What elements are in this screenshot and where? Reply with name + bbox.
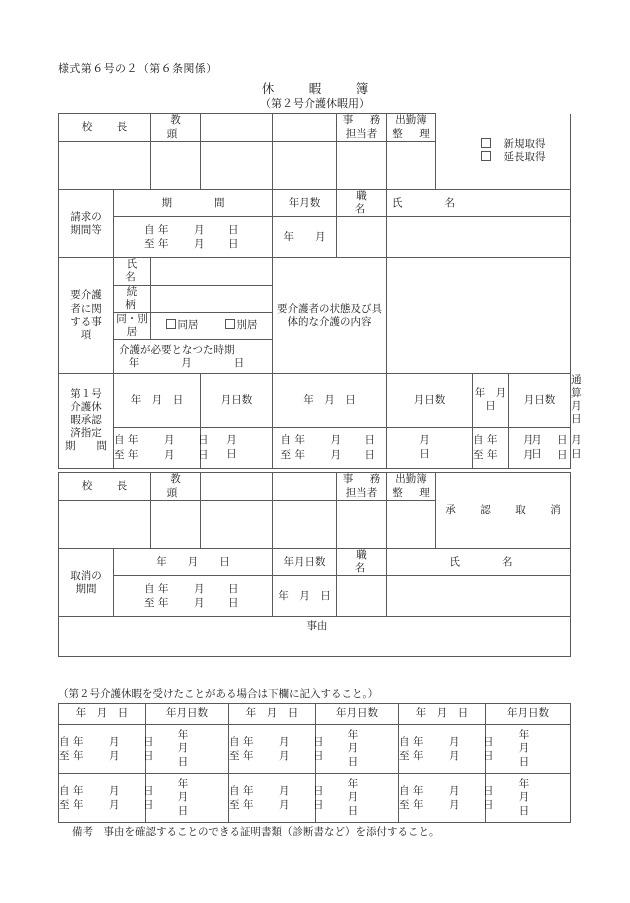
request-period-dates [114,223,272,251]
first-leave-label-line2: 介護休 [70,401,102,414]
h-r2-c3-y: 年 [518,778,530,791]
first-leave-to-1 [114,448,212,462]
cancel-date-header: 年 月 日 [114,549,273,576]
f2-from-marker: 自 [280,434,291,447]
h-r2-c3-m: 月 [518,791,530,804]
care-label-line1: 要介護 [70,289,102,302]
h-r2-e1-to-year: 年 [73,799,84,811]
h-r1-e1-to-day: 日 [143,750,154,762]
f2-to-marker: 至 [280,448,291,461]
h-r1-e1-from-day: 日 [143,735,154,748]
h-r1-e2-from-marker: 自 [229,735,240,748]
cancel-name-header: 氏 名 [387,549,571,576]
c-to-marker: 至 [144,597,155,610]
first-leave-count-header-3: 月日数 [509,374,571,428]
cancel-title-cell: 承 認 取 消 [436,473,571,549]
cancel-period-dates [114,582,272,610]
first-leave-period-3[interactable] [473,427,568,468]
first-leave-row-label [59,374,114,469]
request-duration-header: 年月数 [273,190,337,217]
h-r1-c1-m: 月 [177,742,189,755]
h-r1-e2-to-month: 月 [279,750,290,762]
cell-principal-label: 校 長 [59,114,151,142]
h-r1-c1-d: 日 [177,755,189,768]
h-r1-e3-to-year: 年 [413,750,424,762]
h-r2-e3-to [399,798,497,812]
request-period-row-label [59,190,114,258]
h-r1-e2-to-year: 年 [243,750,254,762]
history-r2-count-2[interactable] [316,774,399,823]
cancel-reason-label: 事由 [306,620,328,633]
history-r1-count-1[interactable] [146,725,229,774]
h-r1-e3-to [399,749,497,763]
first-leave-period-2[interactable] [273,427,387,468]
cancel-label-line2: 期間 [75,582,97,595]
care-condition-label: 要介護者の状態及び具体的な介護の内容 [273,258,387,374]
h-r1-c3-y: 年 [518,729,530,742]
care-name-label: 氏 名 [114,258,151,285]
h-r2-c1-y: 年 [177,778,189,791]
checkbox-extension-acquisition[interactable] [481,151,491,161]
care-label-line2: 者に関 [70,302,102,315]
history-r1-count-2[interactable] [316,725,399,774]
checkbox-living-separately[interactable] [225,319,235,329]
cancel-period-from [144,582,242,596]
h-r1-c3-m: 月 [518,742,530,755]
h-r1-e3-from-month: 月 [449,735,460,748]
cell-blank2-label [273,114,337,142]
cancel-count-header: 年月日数 [273,549,337,576]
first-leave-count-header-2: 月日数 [387,374,473,428]
cancel-period-value-row [59,576,571,617]
care-cohabit-label: 同・別居 [114,312,151,339]
history-r1-period-1[interactable] [59,725,154,774]
cancel-period-header-row [59,549,571,576]
checkbox-row-extension[interactable] [456,151,570,164]
history-header-count-2: 年月日数 [316,704,399,725]
h-r2-e3-to-day: 日 [483,799,494,811]
c-from-month: 月 [194,583,205,596]
history-r2-period-1[interactable] [59,774,154,823]
request-position-header: 職 名 [337,190,387,217]
f3-count-month: 月 [531,434,542,447]
cancel-attendance-line1: 出勤簿 [395,473,427,486]
cancel-label-line1: 取消の [70,569,102,582]
f3-from-marker: 自 [473,434,484,447]
care-cohabit-options [151,312,273,339]
care-name-value[interactable] [151,258,273,285]
h-r2-e1-from-day: 日 [143,784,154,797]
f3-from-day: 日 [557,434,568,447]
h-r2-e2-from-year: 年 [243,784,254,797]
request-period-from [144,223,242,237]
c-to-year: 年 [158,597,169,610]
h-r1-e3-from-marker: 自 [399,735,410,748]
request-duration-value[interactable]: 年 月 [273,217,337,258]
f2-from-month: 月 [330,434,341,447]
approval-header-row [59,114,571,142]
f1-to-month: 月 [164,448,175,461]
attendance-label-line2: 整 理 [392,127,433,140]
f1-to-year: 年 [128,448,139,461]
stamp-box-principal[interactable] [59,142,151,190]
request-name-header-text: 氏 名 [392,196,455,209]
history-r2-period-2[interactable] [229,774,324,823]
cancel-period-value[interactable] [114,576,273,617]
history-r1-period-2[interactable] [229,725,324,774]
f1-to-day: 日 [198,448,209,461]
checkbox-new-acquisition[interactable] [481,138,491,148]
cancel-cell-blank1-label [201,473,273,501]
cancel-reason-row [59,617,571,657]
request-name-header [387,190,571,217]
h-r1-e1-to [59,749,157,763]
first-leave-label-line5: 期 間 [65,440,107,453]
h-r2-c2-y: 年 [347,778,359,791]
h-r1-e1-to-month: 月 [109,750,120,762]
h-r2-e3-to-marker: 至 [399,799,410,811]
h-r1-c3-d: 日 [518,755,530,768]
cancel-stamp-blank2[interactable] [273,501,337,549]
attendance-label-line1: 出勤簿 [395,114,427,127]
first-leave-dates-2 [273,433,386,461]
cancel-cell-attendance-label [387,473,436,501]
h-r2-e2-to-month: 月 [279,799,290,811]
h-r2-e2-from [229,784,327,798]
h-r1-e1-to-marker: 至 [59,750,70,762]
history-header-date-2: 年 月 日 [229,704,316,725]
h-r2-c3-d: 日 [518,804,530,817]
care-label-line4: 項 [80,328,92,341]
h-r2-e2-to-marker: 至 [229,799,240,811]
form-code: 様式第６号の２（第６条関係） [58,62,218,75]
request-name-value[interactable] [387,217,571,258]
cancel-position-value[interactable] [337,576,387,617]
first-leave-header-row: 第１号 介護休 暇承認 済指定 期 間 年 月 日 月日数 年 月 日 月日数 年 月 日 月日数 通算月日 [59,374,571,428]
f2-to-year: 年 [294,448,305,461]
f2-count-day: 日 [419,447,430,460]
h-r2-c1-m: 月 [177,791,189,804]
h-r2-e2-from-day: 日 [313,784,324,797]
footnote-remark: 備考 事由を確認することのできる証明書類（診断書など）を添付すること。 [72,826,440,838]
care-name-row [59,258,571,285]
first-leave-date-header-1: 年 月 日 [114,374,201,428]
care-condition-value[interactable] [387,258,571,374]
first-leave-to-3 [473,448,571,462]
request-value-row [59,217,571,258]
request-label-line1: 請求の [70,210,102,223]
f2-from-day: 日 [364,434,375,447]
request-period-header: 期 間 [114,190,273,217]
cancel-period-to [144,596,242,610]
request-period-to [144,237,242,251]
h-r1-e3-to-day: 日 [483,750,494,762]
h-r1-e2-to [229,749,327,763]
first-leave-from-2 [281,433,379,447]
to-year: 年 [158,238,169,251]
from-month: 月 [194,224,205,237]
care-recipient-row-label [59,258,114,374]
request-position-value[interactable] [337,217,387,258]
main-form-table [58,113,582,469]
cohabit-option-separate[interactable] [225,319,258,332]
h-r1-e1-to-year: 年 [73,750,84,762]
c-to-day: 日 [228,597,239,610]
h-r2-e3-from-year: 年 [413,784,424,797]
table-row [59,774,571,823]
h-r1-c2-m: 月 [347,742,359,755]
stamp-box-attendance[interactable] [387,142,436,190]
first-leave-date-header-3: 年 月 日 [473,374,509,428]
h-r1-e2-to-marker: 至 [229,750,240,762]
h-r2-e1-to-month: 月 [109,799,120,811]
history-note: （第２号介護休暇を受けたことがある場合は下欄に記入すること。） [58,688,379,700]
care-start-cell[interactable] [114,340,273,374]
h-r2-e1-from [59,784,157,798]
h-r2-c2-d: 日 [347,804,359,817]
page-subtitle: （第２号介護休暇用） [260,97,370,110]
history-r2-dates-3 [399,784,494,812]
cancel-cell-clerk-label [337,473,387,501]
cancel-stamp-clerk[interactable] [337,501,387,549]
h-r1-e1-from-year: 年 [73,735,84,748]
checkbox-label-new-acquisition: 新規取得 [503,138,546,151]
f1-count-month: 月 [226,434,237,447]
c-to-month: 月 [194,597,205,610]
c-from-marker: 自 [144,583,155,596]
history-header-row [59,704,571,725]
request-period-value[interactable] [114,217,273,258]
history-header-count-3: 年月日数 [486,704,571,725]
cancel-position-header: 職 名 [337,549,387,576]
checkbox-living-together[interactable] [166,319,176,329]
cell-blank1-label [201,114,273,142]
first-leave-label-line4: 済指定 [70,427,102,440]
first-leave-label-line3: 暇承認 [70,414,102,427]
cell-vice-principal-label: 教 頭 [151,114,201,142]
to-day: 日 [228,238,239,251]
to-month: 月 [194,238,205,251]
cancel-period-row-label [59,549,114,617]
f2-count-month: 月 [419,434,430,447]
f1-from-marker: 自 [114,434,125,447]
care-start-label: 介護が必要となつた時期 [119,343,235,356]
from-day: 日 [228,224,239,237]
f3-to-year: 年 [487,448,498,461]
cell-attendance-label [387,114,436,142]
h-r1-e2-to-day: 日 [313,750,324,762]
history-r1-dates-2 [229,735,324,763]
history-header-count-1: 年月日数 [146,704,229,725]
h-r2-e2-from-marker: 自 [229,784,240,797]
cancel-stamp-vice-principal[interactable] [151,501,201,549]
care-relation-label: 続 柄 [114,285,151,312]
h-r1-e1-from-marker: 自 [59,735,70,748]
clerk-label-line1: 事 務 [342,114,384,127]
h-r1-e1-from-month: 月 [109,735,120,748]
f2-from-year: 年 [294,434,305,447]
cancel-clerk-line2: 担当者 [345,486,378,499]
c-from-day: 日 [228,583,239,596]
first-leave-period-1[interactable] [114,427,209,468]
checkbox-label-extension-acquisition: 延長取得 [503,151,546,164]
history-r2-dates-1 [59,784,154,812]
h-r2-e3-from-month: 月 [449,784,460,797]
c-from-year: 年 [158,583,169,596]
first-leave-from-1 [114,433,212,447]
first-leave-date-header-2: 年 月 日 [273,374,387,428]
h-r1-e3-to-marker: 至 [399,750,410,762]
h-r2-e1-to-marker: 至 [59,799,70,811]
f1-to-marker: 至 [114,448,125,461]
to-marker: 至 [144,238,155,251]
f1-from-month: 月 [164,434,175,447]
history-r2-count-3[interactable] [486,774,571,823]
history-table [58,703,571,823]
f1-from-year: 年 [128,434,139,447]
h-r2-e1-to [59,798,157,812]
from-year: 年 [158,224,169,237]
history-header-date-3: 年 月 日 [399,704,486,725]
page-title: 休 暇 簿 [261,81,380,96]
cancel-cell-vice-principal-label: 教 頭 [151,473,201,501]
h-r1-e3-from-year: 年 [413,735,424,748]
request-label-line2: 期間等 [70,223,102,236]
f2-to-month: 月 [330,448,341,461]
f3-count-day: 日 [531,447,542,460]
h-r1-e2-from [229,735,327,749]
h-r2-e2-to [229,798,327,812]
care-start-date: 年 月 日 [128,357,245,369]
checkbox-label-living-together: 同居 [177,319,199,332]
first-leave-count-2[interactable] [387,427,473,468]
acquisition-type-checkbox-group [436,114,571,190]
cancel-attendance-line2: 整 理 [392,486,433,499]
cancel-reason-cell[interactable] [59,617,571,657]
f2-to-day: 日 [364,448,375,461]
first-leave-value-row: 自 年 月 日 至 年 月 日 月 日 自 年 月 日 至 年 月 日 月 日 自 年 月 日 至 年 月 日 月 日 月 日 [59,427,571,468]
h-r2-e3-from-day: 日 [483,784,494,797]
h-r1-c1-y: 年 [177,729,189,742]
h-r2-c1-d: 日 [177,804,189,817]
history-r1-count-3[interactable] [486,725,571,774]
h-r2-e1-from-month: 月 [109,784,120,797]
h-r2-e1-from-year: 年 [73,784,84,797]
h-r1-c2-d: 日 [347,755,359,768]
h-r1-e1-from [59,735,157,749]
h-r1-e3-from-day: 日 [483,735,494,748]
stamp-box-blank1[interactable] [201,142,273,190]
cohabit-option-together[interactable] [166,319,199,332]
first-leave-to-2 [281,448,379,462]
h-r2-e3-to-year: 年 [413,799,424,811]
h-r2-e2-to-day: 日 [313,799,324,811]
h-r1-e2-from-month: 月 [279,735,290,748]
f1-count-day: 日 [226,447,237,460]
cancel-cell-blank2-label [273,473,337,501]
cancel-clerk-line1: 事 務 [342,473,384,486]
h-r1-e3-from [399,735,497,749]
history-r2-period-3[interactable] [399,774,494,823]
f3-from-year: 年 [487,434,498,447]
f3-to-day: 日 [557,448,568,461]
from-marker: 自 [144,224,155,237]
history-r2-dates-2 [229,784,324,812]
clerk-label-line2: 担当者 [345,127,378,140]
h-r2-e1-to-day: 日 [143,799,154,811]
history-r1-dates-1 [59,735,154,763]
f3-from-month: 月 [523,434,534,447]
first-leave-label-line1: 第１号 [70,387,102,400]
checkbox-row-new[interactable] [456,138,570,151]
stamp-box-clerk[interactable] [337,142,387,190]
care-relation-value[interactable] [151,285,273,312]
care-label-line3: する事 [70,315,102,328]
f3-to-month: 月 [523,448,534,461]
h-r1-e2-from-day: 日 [313,735,324,748]
cancel-header-row [59,473,571,501]
cancel-name-value[interactable] [387,576,571,617]
f1-from-day: 日 [198,434,209,447]
checkbox-label-living-separately: 別居 [236,319,258,332]
h-r2-e1-from-marker: 自 [59,784,70,797]
h-r1-e3-to-month: 月 [449,750,460,762]
request-header-row [59,190,571,217]
cancel-cell-principal-label: 校 長 [59,473,151,501]
first-leave-dates-1 [114,433,209,461]
history-header-date-1: 年 月 日 [59,704,146,725]
cancel-count-value[interactable]: 年 月 日 [273,576,337,617]
table-row [59,725,571,774]
first-leave-from-3 [473,433,571,447]
history-r1-period-3[interactable] [399,725,494,774]
stamp-box-vice-principal[interactable] [151,142,201,190]
cell-clerk-label [337,114,387,142]
cancel-stamp-attendance[interactable] [387,501,436,549]
h-r2-e3-from [399,784,497,798]
h-r2-e2-from-month: 月 [279,784,290,797]
h-r2-e3-from-marker: 自 [399,784,410,797]
f3-to-marker: 至 [473,448,484,461]
first-leave-dates-3 [473,433,568,461]
cancel-stamp-blank1[interactable] [201,501,273,549]
first-leave-count-header-1: 月日数 [201,374,273,428]
h-r2-e3-to-month: 月 [449,799,460,811]
history-r2-count-1[interactable] [146,774,229,823]
h-r2-e2-to-year: 年 [243,799,254,811]
cancel-stamp-principal[interactable] [59,501,151,549]
h-r1-e2-from-year: 年 [243,735,254,748]
h-r1-c2-y: 年 [347,729,359,742]
history-r1-dates-3 [399,735,494,763]
h-r2-c2-m: 月 [347,791,359,804]
stamp-box-blank2[interactable] [273,142,337,190]
cancellation-table [58,472,571,657]
